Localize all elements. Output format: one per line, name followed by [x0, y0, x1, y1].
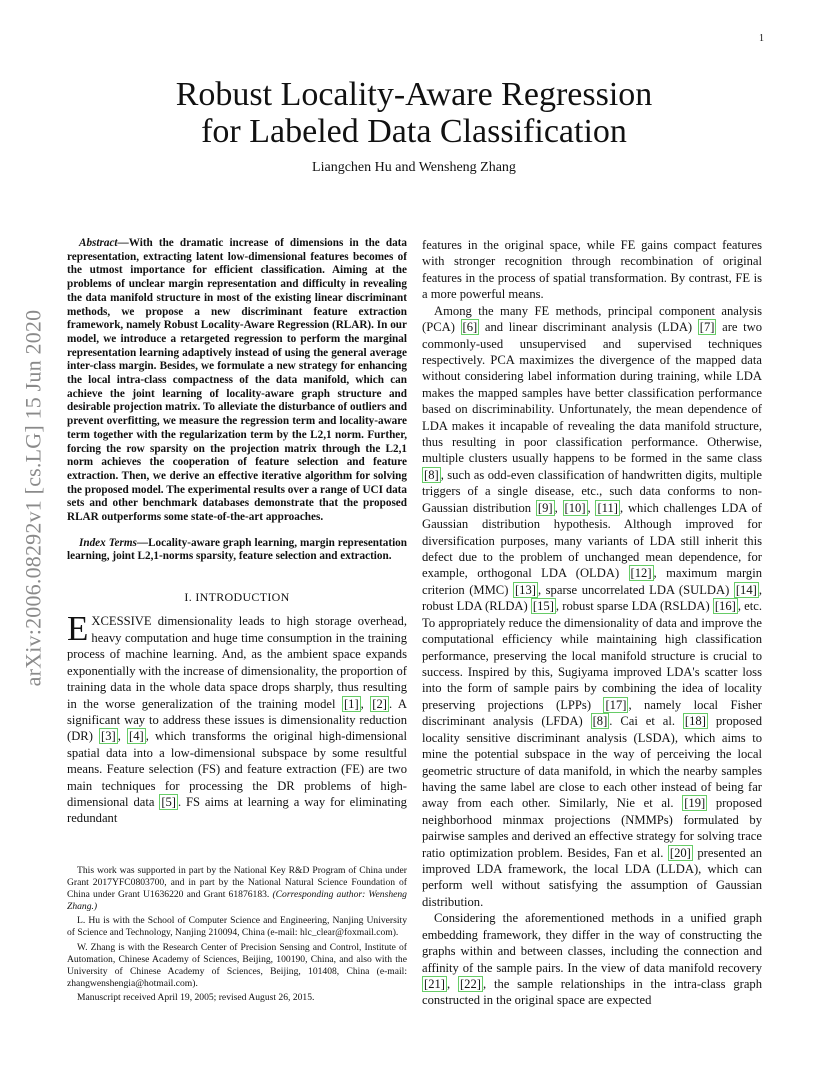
dropcap: E: [67, 609, 89, 649]
body-text: . Cai et al.: [609, 714, 683, 729]
section-heading-introduction: I. INTRODUCTION: [184, 590, 290, 605]
intro-text: . FS aims at learning a way for eliminating redundant: [67, 794, 407, 826]
intro-text: , which transforms the original high-dimensional spatial data into a low-dimensional subspace by some resultful means. Feature selection (FS) and feature extraction (FE) are two main techniques for processing the DR problems of high-dimensional data: [67, 729, 408, 809]
intro-paragraph: [67, 609, 408, 826]
citation-link[interactable]: [1]: [343, 696, 359, 711]
body-text: , such as odd-even classification of handwritten digits, multiple triggers of a single disease, etc., such data conforms to non-Gaussian distribution: [422, 467, 762, 515]
footnotes: [67, 865, 407, 1006]
citation-link[interactable]: [19]: [684, 796, 706, 811]
citation-link[interactable]: [3]: [101, 729, 116, 744]
footnote-author-2: W. Zhang is with the Research Center of Precision Sensing and Control, Institute of Automation, Chinese Academy of Sciences, Beijing, 100190, China, and also with the University of Chinese Academy of Sciences, Beijing, 101408, China (e-mail: zhangwenshengia@hotmail.com).: [67, 941, 407, 989]
body-text: Among the many FE methods, principal component analysis (PCA): [422, 303, 762, 335]
footnote-text: This work was supported in part by the National Key R&D Program of China under Grant 2017YFC0803700, and in part by the National Natural Science Foundation of China under Grant U1636220 and Grant 61876183.: [67, 865, 407, 901]
citation-link[interactable]: [22]: [459, 976, 481, 991]
citation-link[interactable]: [6]: [462, 320, 478, 335]
body-text: , etc. To appropriately reduce the dimensionality of data and improve the computational efficiency while maintaining high classification performance, preserving the local manifold structure is crucial to success. Inspired by this, Sugiyama improved LDA's scatter loss into the form of sample pairs by combining the idea of locality preserving projections (LPPs): [422, 599, 762, 712]
footnote-manuscript: Manuscript received April 19, 2005; revised August 26, 2015.: [77, 991, 315, 1003]
citation-link[interactable]: [11]: [597, 500, 618, 515]
citation-link[interactable]: [21]: [424, 976, 445, 991]
abstract-lead: Abstract: [79, 237, 118, 249]
body-text: , the sample relationships in the intra-class graph constructed in the original space are expected: [422, 976, 763, 1008]
footnote-funding: [67, 865, 407, 913]
body-text: , robust sparse LDA (RSLDA): [555, 599, 713, 614]
citation-link[interactable]: [9]: [537, 500, 553, 515]
authors: Liangchen Hu and Wensheng Zhang: [312, 160, 516, 175]
citation-link[interactable]: [16]: [714, 599, 736, 614]
left-column: [67, 237, 407, 827]
citation-link[interactable]: [10]: [564, 500, 586, 515]
body-text: , robust LDA (RLDA): [422, 582, 762, 614]
page-number: 1: [759, 33, 764, 44]
body-text: ,: [554, 500, 563, 515]
abstract-body: —With the dramatic increase of dimensions in the data representation, extracting latent low-dimensional features becomes of the utmost importance for efficient classification. Aiming at the problems of unclear margin representation and difficulty in revealing the data manifold structure in most of the existing linear discriminant methods, we propose a new discriminant feature extraction framework, namely Robust Locality-Aware Regression (RLAR). In our model, we introduce a retargeted regression to perform the marginal representation learning adaptively instead of using the general average inter-class margin. Besides, we formulate a new strategy for enhancing the local intra-class compactness of the data manifold, which can achieve the joint learning of locality-aware graph structure and desirable projection matrix. To alleviate the disturbance of outliers and prevent overfitting, we measure the regression term and locality-aware term together with the regularization term by the L2,1 norm. Further, forcing the row sparsity on the projection matrix through the L2,1 norm achieves the cooperation of feature selection and feature extraction. Then, we derive an effective iterative algorithm for solving the proposed model. The experimental results over a range of UCI data sets and other benchmark databases demonstrate that the proposed RLAR outperforms some state-of-the-art approaches.: [67, 237, 407, 524]
intro-text: ,: [360, 696, 371, 711]
index-terms-body: —Locality-aware graph learning, margin representation learning, joint L2,1-norms sparsity, feature selection and extraction.: [67, 536, 407, 563]
citation-link[interactable]: [14]: [735, 582, 757, 597]
body-text: , sparse uncorrelated LDA (SULDA): [537, 582, 734, 597]
body-text: ,: [446, 976, 458, 991]
citation-link[interactable]: [18]: [684, 714, 706, 729]
index-terms-lead: Index Terms: [79, 536, 137, 549]
citation-link[interactable]: [5]: [161, 794, 176, 809]
citation-link[interactable]: [13]: [514, 582, 536, 597]
intro-text: ,: [117, 729, 128, 744]
citation-link[interactable]: [17]: [605, 697, 627, 712]
body-text: ,: [587, 500, 596, 515]
body-text: Considering the aforementioned methods in a unified graph embedding framework, they differ in the way of constructing the graphs within and between classes, including the connection and affinity of the sample pairs. In the view of data manifold recovery: [422, 911, 762, 975]
paper-title: [0, 76, 828, 150]
citation-link[interactable]: [12]: [630, 566, 652, 581]
paragraph: [422, 910, 762, 1009]
citation-link[interactable]: [15]: [532, 599, 554, 614]
body-text: are two commonly-used unsupervised and supervised techniques respectively. PCA maximizes the divergence of the mapped data without considering label information during training, while LDA makes the mapped samples have better classification performance based on discriminability. Unfortunately, the mean dependence of LDA makes it incapable of revealing the data manifold structure, thus resulting in poor classification performance. Otherwise, multiple clusters usually happens to be formed in the same class: [422, 320, 763, 466]
body-text: proposed locality sensitive discriminant analysis (LSDA), which aims to mine the potential subspace in the way of perceiving the local geometric structure of data manifold, in which the nearby samples having the same label are close to each other instead of being far away from each other. Similarly, Nie et al.: [422, 714, 762, 811]
arxiv-id: arXiv:2006.08292v1 [cs.LG] 15 Jun 2020: [20, 309, 46, 687]
citation-link[interactable]: [4]: [129, 729, 144, 744]
citation-link[interactable]: [7]: [699, 320, 715, 335]
body-text: , which challenges LDA of Gaussian distribution hypothesis. Although improved for diversification purposes, many variants of LDA still inherit this defect due to the problem of unchanged mean dependence, for example, orthogonal LDA (OLDA): [422, 500, 763, 581]
citation-link[interactable]: [8]: [424, 467, 439, 482]
title-line-1: Robust Locality-Aware Regression: [175, 76, 653, 113]
right-column: [422, 237, 762, 1009]
citation-link[interactable]: [20]: [669, 845, 691, 860]
title-line-2: for Labeled Data Classification: [201, 113, 627, 150]
citation-link[interactable]: [2]: [372, 696, 387, 711]
body-text: , maximum margin criterion (MMC): [422, 566, 763, 597]
body-text: presented an improved LDA framework, the local LDA (LLDA), which can perform well without satisfying the assumption of Gaussian distribution.: [422, 845, 763, 909]
index-terms: [67, 537, 407, 564]
body-text: and linear discriminant analysis (LDA): [479, 320, 698, 335]
citation-link[interactable]: [8]: [592, 714, 608, 729]
body-text: , namely local Fisher discriminant analysis (LFDA): [422, 697, 762, 729]
footnote-author-1: L. Hu is with the School of Computer Science and Engineering, Nanjing University of Science and Technology, Nanjing 210094, China (e-mail: hlc_clear@foxmail.com).: [67, 915, 407, 939]
abstract: [67, 237, 407, 525]
intro-text: XCESSIVE dimensionality leads to high storage overhead, heavy computation and huge time consumption in the training process of machine learning. And, as the ambient space expands exponentially with the increase of dimensionality, the proportion of training data in the whole data space drops sharply, thus resulting in the worse generalization of the training model: [67, 614, 407, 711]
arxiv-side-stamp: [16, 258, 50, 738]
intro-text: . A significant way to address these issues is dimensionality reduction (DR): [67, 696, 408, 744]
paragraph: [422, 303, 762, 911]
paragraph: features in the original space, while FE gains compact features with stronger recognition through recombination of original features in the process of spatial transformation. By contrast, FE is a more powerful means.: [422, 238, 762, 302]
footnote-corresponding: (Corresponding author: Wensheng Zhang.): [67, 889, 407, 913]
body-text: proposed neighborhood minmax projections (NMMPs) formulated by pairwise samples and derived an effective strategy for solving trace ratio optimization problem. Besides, Fan et al.: [422, 796, 762, 860]
